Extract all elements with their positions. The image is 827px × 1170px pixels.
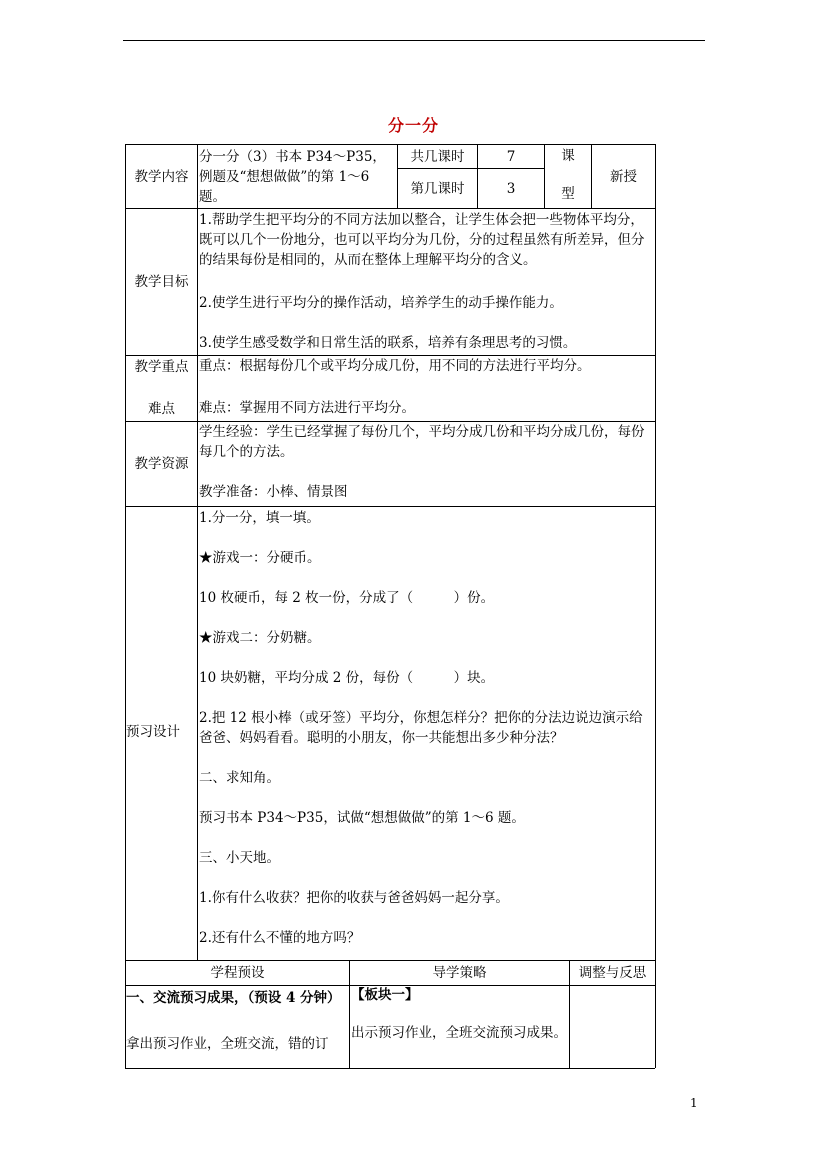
resources-label: 教学资源 — [134, 456, 189, 472]
lesson-type-label-1: 课 — [561, 148, 575, 164]
col-process-header: 学程预设 — [210, 965, 265, 981]
key-point-label: 教学重点 — [134, 359, 189, 375]
preview-item: 2.把 12 根小棒（或牙签）平均分，你想怎样分？把你的分法边说边演示给爸爸、妈妈看看。聪明的小朋友，你一共能想出多少种分法？ — [199, 710, 643, 746]
student-experience: 学生经验：学生已经掌握了每份几个，平均分成几份和平均分成几份，每份每几个的方法。 — [199, 424, 645, 460]
key-point-text: 重点：根据每份几个或平均分成几份，用不同的方法进行平均分。 — [199, 358, 591, 374]
header-rule — [123, 40, 705, 41]
preview-item: 10 块奶糖，平均分成 2 份，每份（ ）块。 — [199, 670, 495, 686]
preview-item: ★游戏二：分奶糖。 — [199, 630, 321, 646]
difficulty-text: 难点：掌握用不同方法进行平均分。 — [199, 400, 415, 416]
goals-content — [199, 210, 654, 354]
current-period-value: 3 — [506, 180, 516, 197]
preview-label: 预习设计 — [126, 724, 180, 740]
col-reflection-header: 调整与反思 — [578, 965, 647, 981]
strategy-content — [351, 985, 569, 1067]
current-period-label: 第几课时 — [410, 180, 465, 197]
process-content — [126, 988, 348, 1068]
difficulty-label: 难点 — [148, 401, 175, 417]
goals-label: 教学目标 — [134, 274, 189, 290]
goal-item: 2.使学生进行平均分的操作活动，培养学生的动手操作能力。 — [199, 295, 563, 311]
goal-item: 3.使学生感受数学和日常生活的联系，培养有条理思考的习惯。 — [199, 335, 577, 351]
preview-item: 10 枚硬币，每 2 枚一份，分成了（ ）份。 — [199, 590, 495, 606]
process-heading: 一、交流预习成果，（预设 4 分钟） — [126, 990, 341, 1006]
total-periods-label: 共几课时 — [410, 148, 465, 165]
content-label: 教学内容 — [134, 168, 189, 185]
strategy-heading: 【板块一】 — [351, 987, 419, 1003]
process-text: 拿出预习作业，全班交流，错的订 — [126, 1036, 329, 1052]
strategy-text: 出示预习作业，全班交流预习成果。 — [351, 1025, 567, 1041]
col-strategy-header: 导学策略 — [432, 965, 487, 981]
page-title: 分一分 — [387, 116, 439, 135]
preview-item: 预习书本 P34～P35，试做“想想做做”的第 1～6 题。 — [199, 810, 525, 826]
preview-item: 1.你有什么收获？把你的收获与爸爸妈妈一起分享。 — [199, 890, 509, 906]
goal-item: 1.帮助学生把平均分的不同方法加以整合，让学生体会把一些物体平均分，既可以几个一份地分，也可以平均分为几份，分的过程虽然有所差异，但分的结果每份是相同的，从而在整体上理解平均分的含义。 — [199, 212, 645, 268]
preview-content — [199, 508, 654, 959]
lesson-type-value: 新授 — [610, 168, 637, 185]
preview-item: ★游戏一：分硬币。 — [199, 550, 321, 566]
lesson-type-label-2: 型 — [561, 186, 575, 202]
teaching-preparation: 教学准备：小棒、情景图 — [199, 484, 348, 500]
page-number: 1 — [690, 1096, 698, 1110]
content-text: 分一分（3）书本 P34～P35，例题及“想想做做”的第 1～6 题。 — [199, 149, 386, 205]
preview-item: 2.还有什么不懂的地方吗？ — [199, 930, 361, 946]
resources-content — [199, 422, 654, 506]
preview-item: 二、求知角。 — [199, 770, 280, 786]
total-periods-value: 7 — [506, 148, 516, 165]
preview-item: 1.分一分，填一填。 — [199, 510, 320, 526]
preview-item: 三、小天地。 — [199, 850, 280, 866]
